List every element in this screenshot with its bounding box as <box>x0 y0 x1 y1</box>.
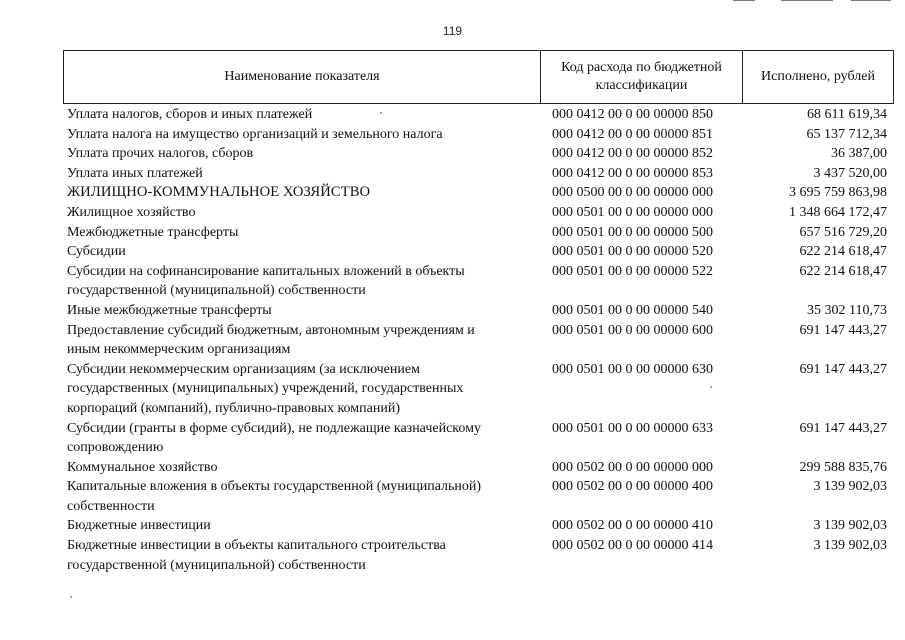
table-row <box>0 301 905 321</box>
row-indicator-name-line: Капитальные вложения в объекты государственной (муниципальной) <box>67 479 482 495</box>
row-budget-code: 000 0502 00 0 00 00000 000 <box>552 459 713 475</box>
row-indicator-name <box>67 477 537 516</box>
row-indicator-name-line: Бюджетные инвестиции в объекты капитального строительства <box>67 538 446 554</box>
scan-speck <box>380 112 382 114</box>
row-budget-code: 000 0501 00 0 00 00000 522 <box>552 263 713 279</box>
row-indicator-name-line: Уплата налогов, сборов и иных платежей <box>67 107 313 122</box>
row-executed-amount: 299 588 835,76 <box>799 459 887 475</box>
row-indicator-name <box>67 262 537 301</box>
row-indicator-name-line: Субсидии некоммерческим организациям (за исключением <box>67 361 420 377</box>
header-budget-code-line2: классификации <box>595 78 688 93</box>
row-indicator-name <box>67 223 537 243</box>
row-indicator-name-line: Уплата иных платежей <box>67 165 203 181</box>
row-indicator-name <box>67 536 537 575</box>
row-executed-amount: 3 139 902,03 <box>813 518 887 534</box>
row-executed-amount: 657 516 729,20 <box>799 224 887 240</box>
table-row <box>0 125 905 145</box>
table-row <box>0 223 905 243</box>
row-budget-code: 000 0412 00 0 00 00000 850 <box>552 107 713 122</box>
row-executed-amount: 1 348 664 172,47 <box>789 204 887 220</box>
row-indicator-name-line: Иные межбюджетные трансферты <box>67 302 272 318</box>
scan-speck <box>710 386 712 388</box>
row-indicator-name <box>67 516 537 536</box>
row-budget-code: 000 0501 00 0 00 00000 630 <box>552 361 713 377</box>
row-budget-code: 000 0500 00 0 00 00000 000 <box>552 185 713 201</box>
header-budget-code-line1: Код расхода по бюджетной <box>561 60 722 75</box>
table-row <box>0 321 905 360</box>
table-row <box>0 536 905 575</box>
row-indicator-name <box>67 360 537 419</box>
table-row <box>0 183 905 203</box>
row-executed-amount: 691 147 443,27 <box>799 361 887 377</box>
row-indicator-name-line: Субсидии (гранты в форме субсидий), не подлежащие казначейскому <box>67 420 481 436</box>
row-executed-amount: 622 214 618,47 <box>799 244 887 260</box>
table-row <box>0 203 905 223</box>
header-budget-code <box>541 51 743 103</box>
row-budget-code: 000 0501 00 0 00 00000 633 <box>552 420 713 436</box>
page-number: 119 <box>442 24 463 38</box>
table-row <box>0 105 905 125</box>
table-row <box>0 477 905 516</box>
row-budget-code: 000 0412 00 0 00 00000 853 <box>552 165 713 181</box>
table-row <box>0 242 905 262</box>
row-indicator-name <box>67 419 537 458</box>
row-executed-amount: 622 214 618,47 <box>799 263 887 279</box>
row-indicator-name <box>67 321 537 360</box>
row-indicator-name-line: Жилищное хозяйство <box>67 204 196 220</box>
scan-speck <box>70 596 72 598</box>
table-body <box>0 105 905 575</box>
row-executed-amount: 65 137 712,34 <box>806 126 887 142</box>
row-executed-amount: 3 139 902,03 <box>813 479 887 495</box>
row-budget-code: 000 0412 00 0 00 00000 852 <box>552 146 713 162</box>
table-row <box>0 516 905 536</box>
row-budget-code: 000 0501 00 0 00 00000 540 <box>552 302 713 318</box>
row-budget-code: 000 0412 00 0 00 00000 851 <box>552 126 713 142</box>
row-executed-amount: 35 302 110,73 <box>807 302 887 318</box>
row-executed-amount: 691 147 443,27 <box>799 420 887 436</box>
row-budget-code: 000 0501 00 0 00 00000 520 <box>552 244 713 260</box>
row-budget-code: 000 0502 00 0 00 00000 400 <box>552 479 713 495</box>
row-indicator-name-line: Предоставление субсидий бюджетным, автономным учреждениям и <box>67 322 475 338</box>
row-budget-code: 000 0502 00 0 00 00000 414 <box>552 538 713 554</box>
row-indicator-name-line: государственной (муниципальной) собственности <box>67 557 366 573</box>
row-indicator-name <box>67 183 537 203</box>
row-indicator-name-line: Коммунальное хозяйство <box>67 459 218 475</box>
row-executed-amount: 3 437 520,00 <box>813 165 887 181</box>
row-indicator-name-line: государственных (муниципальных) учреждений, государственных <box>67 381 464 397</box>
row-indicator-name-line: Межбюджетные трансферты <box>67 224 239 240</box>
table-row <box>0 262 905 301</box>
row-indicator-name-line: сопровождению <box>67 440 164 456</box>
scan-corner-marks <box>733 0 893 2</box>
row-executed-amount: 36 387,00 <box>831 146 887 162</box>
table-row <box>0 164 905 184</box>
row-executed-amount: 68 611 619,34 <box>807 107 887 122</box>
row-indicator-name <box>67 458 537 478</box>
row-indicator-name-line: иным некоммерческим организациям <box>67 342 291 358</box>
row-budget-code: 000 0501 00 0 00 00000 500 <box>552 224 713 240</box>
row-budget-code: 000 0501 00 0 00 00000 600 <box>552 322 713 338</box>
row-indicator-name-line: собственности <box>67 498 155 514</box>
row-indicator-name-line: Бюджетные инвестиции <box>67 518 211 534</box>
row-indicator-name-line: государственной (муниципальной) собственности <box>67 283 366 299</box>
table-row <box>0 360 905 419</box>
row-budget-code: 000 0501 00 0 00 00000 000 <box>552 204 713 220</box>
row-budget-code: 000 0502 00 0 00 00000 410 <box>552 518 713 534</box>
row-indicator-name-line: Субсидии на софинансирование капитальных вложений в объекты <box>67 263 465 279</box>
row-indicator-name <box>67 301 537 321</box>
row-indicator-name <box>67 125 537 145</box>
header-executed-amount: Исполнено, рублей <box>761 69 875 84</box>
row-indicator-name <box>67 164 537 184</box>
row-indicator-name-line: Уплата прочих налогов, сборов <box>67 146 254 162</box>
row-executed-amount: 3 695 759 863,98 <box>789 185 887 201</box>
row-indicator-name-line: корпораций (компаний), публично-правовых компаний) <box>67 400 400 416</box>
row-executed-amount: 691 147 443,27 <box>799 322 887 338</box>
row-indicator-name-line: Уплата налога на имущество организаций и земельного налога <box>67 126 443 142</box>
row-indicator-name <box>67 203 537 223</box>
row-indicator-name <box>67 242 537 262</box>
row-indicator-name <box>67 144 537 164</box>
header-indicator-name: Наименование показателя <box>64 51 541 103</box>
table-row <box>0 458 905 478</box>
row-executed-amount: 3 139 902,03 <box>813 538 887 554</box>
table-row <box>0 144 905 164</box>
table-row <box>0 419 905 458</box>
row-indicator-name-line: ЖИЛИЩНО-КОММУНАЛЬНОЕ ХОЗЯЙСТВО <box>67 184 371 201</box>
row-indicator-name-line: Субсидии <box>67 244 126 260</box>
row-indicator-name <box>67 105 537 125</box>
table-header <box>63 50 894 104</box>
